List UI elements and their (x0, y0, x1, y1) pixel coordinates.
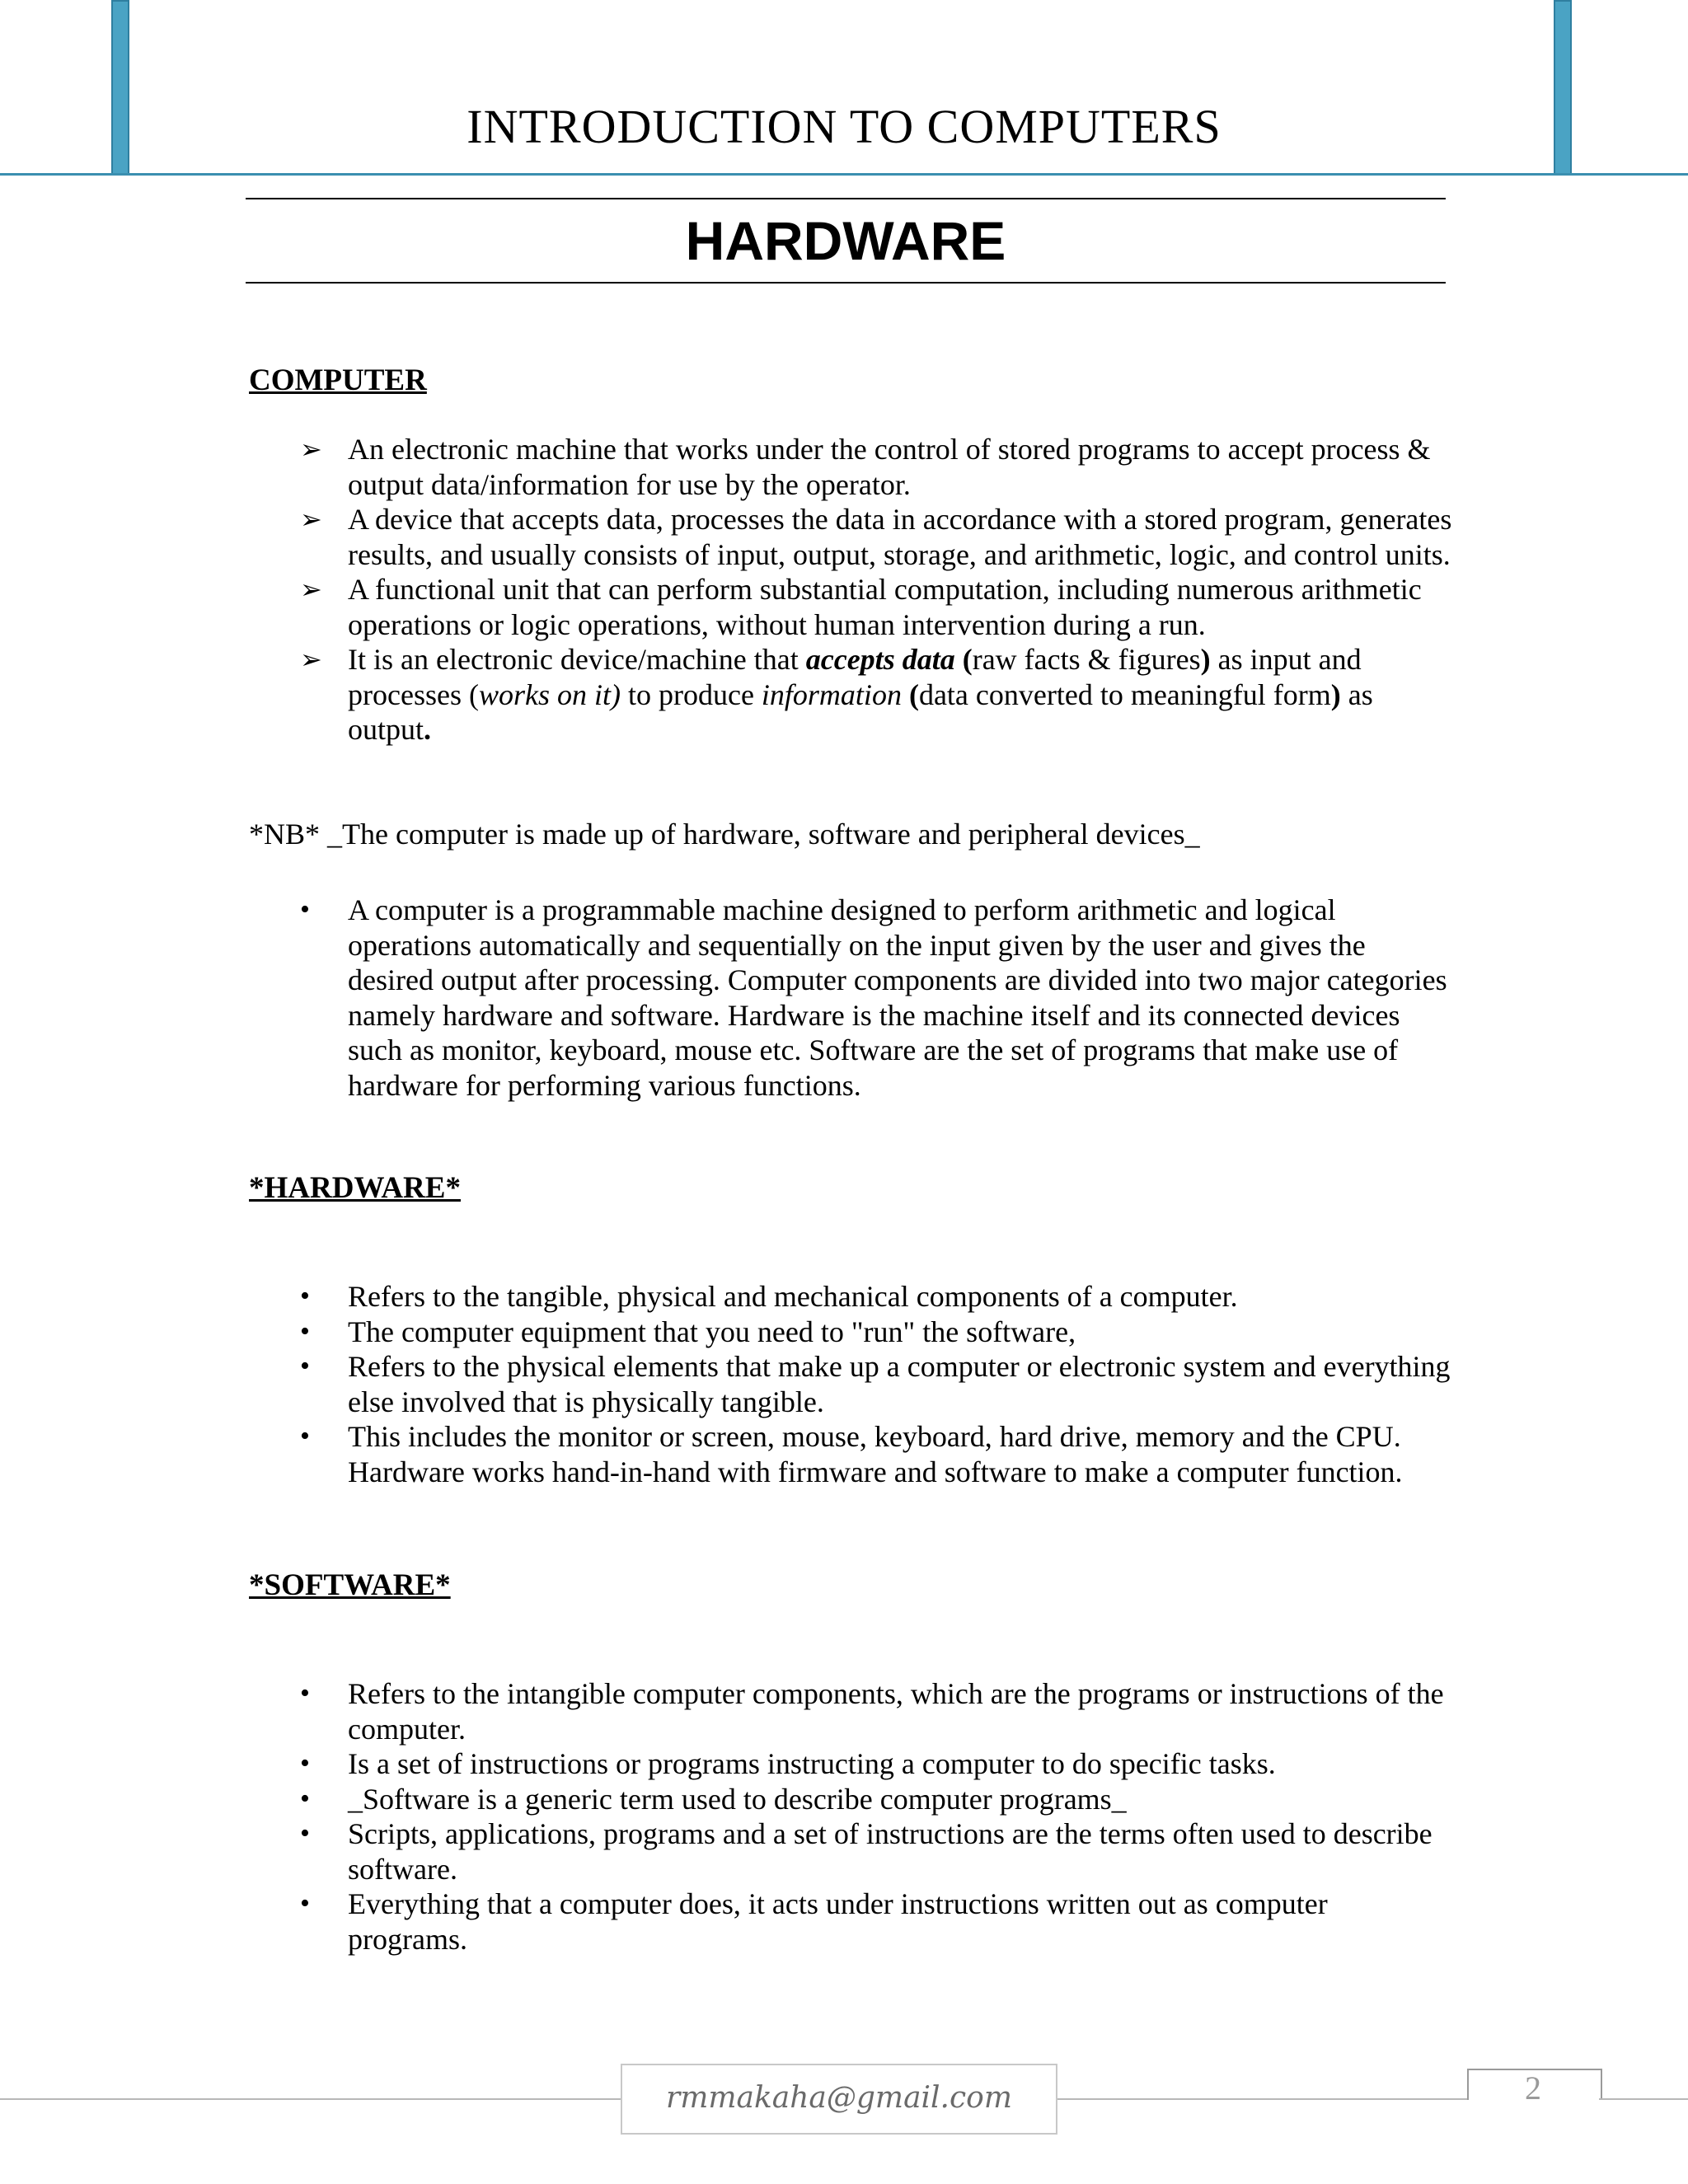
hardware-list (249, 1279, 1452, 1489)
list-item: • Scripts, applications, programs and a set of instructions are the terms often used to describe software. (300, 1817, 1432, 1886)
page-number: 2 (1525, 2069, 1541, 2107)
arrowhead-bullet-icon: ➢ (300, 574, 322, 605)
running-header-title: INTRODUCTION TO COMPUTERS (467, 100, 1221, 153)
list-item: • Refers to the physical elements that make up a computer or electronic system and everything else involved that is physically tangible. (300, 1350, 1451, 1418)
dot-bullet-icon: • (300, 1888, 310, 1919)
computer-summary-list (249, 893, 1452, 1103)
list-item: ➢ A functional unit that can perform substantial computation, including numerous arithmetic operations or logic operations, without human intervention during a run. (300, 573, 1422, 641)
footer-left-rule (0, 2098, 621, 2100)
dot-bullet-icon: • (300, 1421, 310, 1451)
hardware-heading: *HARDWARE* (249, 1171, 461, 1205)
list-item: ➢ It is an electronic device/machine that accepts data (raw facts & figures) as input and processes (works on it) to produce information (data converted to meaningful form) as output. (300, 643, 1373, 746)
list-item: • Refers to the tangible, physical and mechanical components of a computer. (300, 1280, 1238, 1313)
footer-email: rmmakaha@gmail.com (621, 2064, 1057, 2135)
computer-heading: COMPUTER (249, 363, 427, 397)
list-item: ➢ A device that accepts data, processes the data in accordance with a stored program, generates results, and usually consists of input, output, storage, and arithmetic, logic, and control units. (300, 503, 1452, 571)
nb-note: *NB* _The computer is made up of hardware, software and peripheral devices_ (249, 818, 1200, 851)
footer-right-rule (1599, 2098, 1688, 2100)
title-bottom-rule (246, 282, 1446, 284)
dot-bullet-icon: • (300, 1748, 310, 1779)
header-rule (0, 173, 1688, 176)
list-item: • Is a set of instructions or programs instructing a computer to do specific tasks. (300, 1747, 1276, 1780)
arrowhead-bullet-icon: ➢ (300, 504, 322, 535)
list-item: • The computer equipment that you need to "run" the software, (300, 1315, 1076, 1348)
arrowhead-bullet-icon: ➢ (300, 644, 322, 675)
arrowhead-bullet-icon: ➢ (300, 434, 322, 465)
dot-bullet-icon: • (300, 1315, 310, 1347)
list-item: ➢ An electronic machine that works under the control of stored programs to accept process & output data/information for use by the operator. (300, 433, 1431, 501)
dot-bullet-icon: • (300, 1818, 310, 1849)
list-item: • _Software is a generic term used to describe computer programs_ (300, 1782, 1127, 1816)
list-item: • This includes the monitor or screen, mouse, keyboard, hard drive, memory and the CPU. Hardware works hand-in-hand with firmware and software to make a computer function. (300, 1420, 1403, 1488)
list-item: • Everything that a computer does, it acts under instructions written out as computer programs. (300, 1887, 1328, 1956)
dot-bullet-icon: • (300, 894, 310, 925)
software-heading: *SOFTWARE* (249, 1568, 451, 1602)
dot-bullet-icon: • (300, 1351, 310, 1381)
list-item: • A computer is a programmable machine designed to perform arithmetic and logical operations automatically and sequentially on the input given by the user and gives the desired output after processing. Computer components are divided into two major categories namely hardware and software. Hardware is the machine itself and its connected devices such as monitor, keyboard, mouse etc. Software are the set of programs that make use of hardware for performing various functions. (300, 893, 1447, 1102)
dot-bullet-icon: • (300, 1678, 310, 1708)
dot-bullet-icon: • (300, 1281, 310, 1311)
footer-middle-rule (1057, 2098, 1467, 2100)
software-list (249, 1676, 1452, 1957)
page-title: HARDWARE (685, 210, 1006, 271)
computer-definition-list (249, 432, 1452, 748)
dot-bullet-icon: • (300, 1783, 310, 1814)
title-top-rule (246, 198, 1446, 199)
list-item: • Refers to the intangible computer components, which are the programs or instructions of the computer. (300, 1677, 1444, 1746)
